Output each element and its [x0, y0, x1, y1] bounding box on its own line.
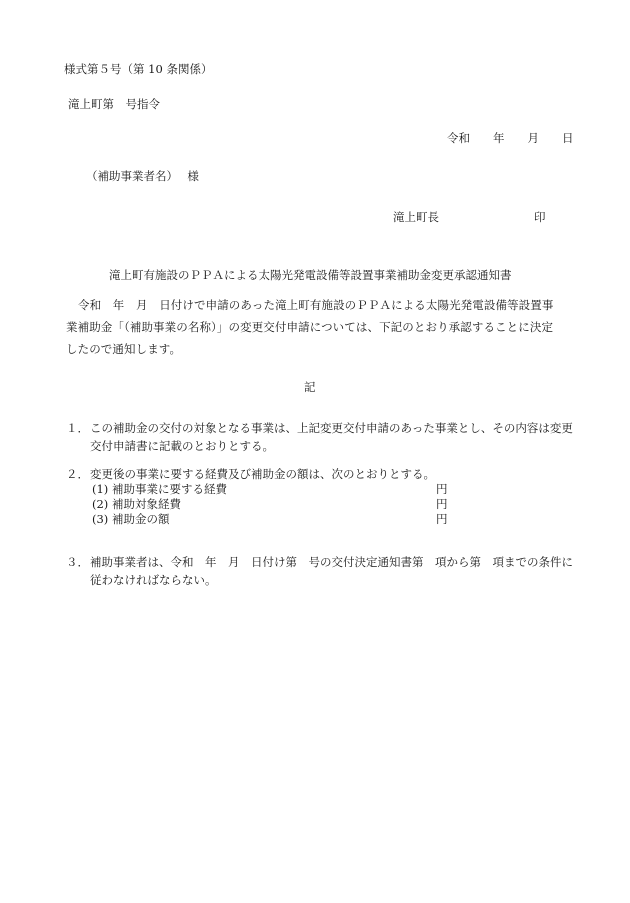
ki-heading: 記 [304, 380, 316, 394]
cost-row-1-unit: 円 [436, 482, 448, 496]
cost-row-2-label: (2) 補助対象経費 [92, 497, 181, 511]
cost-row-2 [92, 499, 181, 511]
item-1-text: この補助金の交付の対象となる事業は、上記変更交付申請のあった事業とし、その内容は変更交付申請書に記載のとおりとする。 [90, 421, 573, 453]
cost-row-3-label: (3) 補助金の額 [92, 512, 170, 526]
item-2-number: ２． [66, 467, 89, 481]
item-3-text: 補助事業者は、令和 年 月 日付け第 号の交付決定通知書第 項から第 項までの条件に従わなければならない。 [90, 555, 573, 587]
item-2-text: 変更後の事業に要する経費及び補助金の額は、次のとおりとする。 [90, 467, 435, 481]
form-number: 様式第５号（第 10 条関係） [64, 62, 213, 76]
issue-date: 令和 年 月 日 [447, 131, 574, 145]
item-1-number: １． [66, 421, 89, 435]
cost-row-2-unit: 円 [436, 497, 448, 511]
document-title: 滝上町有施設のＰＰＡによる太陽光発電設備等設置事業補助金変更承認通知書 [109, 268, 512, 282]
recipient-name: （補助事業者名） 様 [86, 169, 199, 183]
cost-row-1 [92, 484, 227, 496]
issuer-name: 滝上町長 [393, 210, 439, 224]
seal-mark: 印 [534, 210, 546, 224]
cost-row-1-label: (1) 補助事業に要する経費 [92, 482, 227, 496]
cost-row-3 [92, 514, 169, 526]
body-paragraph: 令和 年 月 日付けで申請のあった滝上町有施設のＰＰＡによる太陽光発電設備等設置事業補助金「（補助事業の名称）」の変更交付申請については、下記のとおり承認することに決定したので通知します。 [66, 298, 554, 356]
item-3-number: ３． [66, 555, 89, 569]
document-number: 滝上町第 号指令 [68, 97, 160, 111]
cost-row-3-unit: 円 [436, 512, 448, 526]
